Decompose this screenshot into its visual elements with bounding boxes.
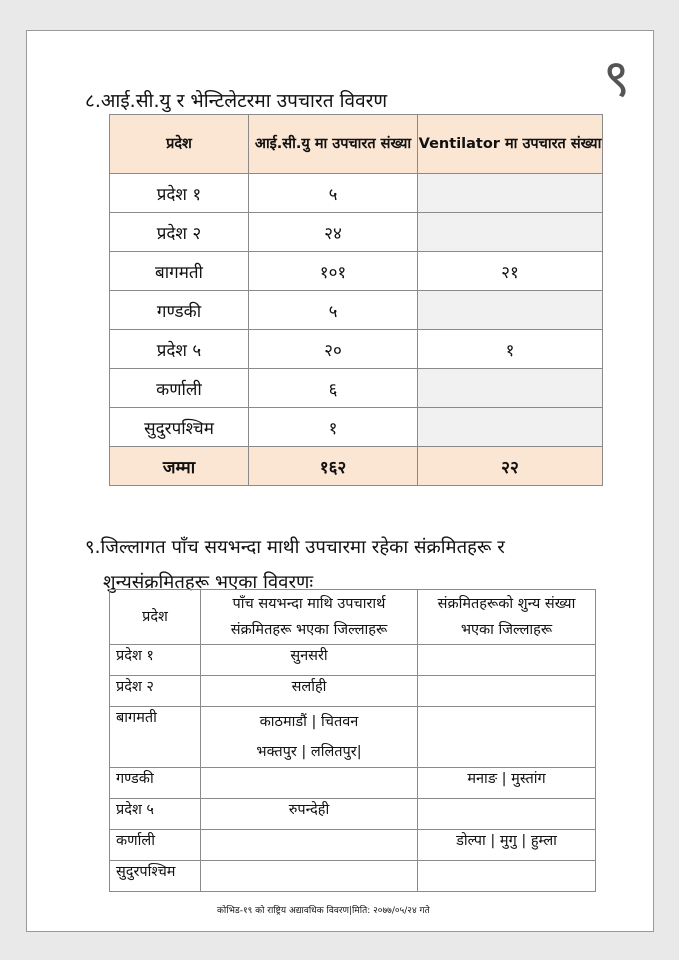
zero-cell bbox=[418, 799, 596, 830]
section-9-title-line1: ९.जिल्लागत पाँच सयभन्दा माथी उपचारमा रहेका संक्रमितहरू र bbox=[85, 537, 505, 558]
header-province: प्रदेश bbox=[110, 115, 249, 174]
zero-cell bbox=[418, 645, 596, 676]
ventilator-cell bbox=[418, 213, 603, 252]
above500-cell: सर्लाही bbox=[201, 676, 418, 707]
table-row bbox=[110, 291, 603, 330]
header-icu: आई.सी.यु मा उपचारत संख्या bbox=[249, 115, 418, 174]
document-page bbox=[26, 30, 654, 932]
table-row bbox=[110, 645, 596, 676]
province-cell: प्रदेश ५ bbox=[110, 799, 201, 830]
header-above500: पाँच सयभन्दा माथि उपचारार्थ संक्रमितहरू भएका जिल्लाहरू bbox=[201, 590, 418, 645]
ventilator-cell bbox=[418, 369, 603, 408]
province-cell: प्रदेश ५ bbox=[110, 330, 249, 369]
icu-cell: २० bbox=[249, 330, 418, 369]
zero-cell: डोल्पा | मुगु | हुम्ला bbox=[418, 830, 596, 861]
table-header-row bbox=[110, 590, 596, 645]
above500-cell bbox=[201, 768, 418, 799]
page-number: ९ bbox=[603, 49, 631, 109]
icu-cell: ५ bbox=[249, 174, 418, 213]
table-row bbox=[110, 369, 603, 408]
province-cell: गण्डकी bbox=[110, 768, 201, 799]
province-cell: कर्णाली bbox=[110, 369, 249, 408]
province-cell: कर्णाली bbox=[110, 830, 201, 861]
province-cell: सुदुरपश्चिम bbox=[110, 861, 201, 892]
province-cell: प्रदेश १ bbox=[110, 174, 249, 213]
icu-cell: २४ bbox=[249, 213, 418, 252]
table-row bbox=[110, 861, 596, 892]
ventilator-cell bbox=[418, 408, 603, 447]
province-cell: बागमती bbox=[110, 252, 249, 291]
province-cell: बागमती bbox=[110, 707, 201, 768]
above500-line2: भक्तपुर | ललितपुर| bbox=[256, 744, 362, 760]
above500-cell bbox=[201, 861, 418, 892]
province-cell: गण्डकी bbox=[110, 291, 249, 330]
icu-cell: ५ bbox=[249, 291, 418, 330]
ventilator-cell bbox=[418, 174, 603, 213]
header-zero: संक्रमितहरूको शुन्य संख्या भएका जिल्लाहरू bbox=[418, 590, 596, 645]
header-ventilator: Ventilator मा उपचारत संख्या bbox=[418, 115, 603, 174]
ventilator-cell: १ bbox=[418, 330, 603, 369]
table-row bbox=[110, 799, 596, 830]
table-row bbox=[110, 252, 603, 291]
icu-ventilator-table bbox=[109, 114, 603, 486]
total-row bbox=[110, 447, 603, 486]
ventilator-cell: २१ bbox=[418, 252, 603, 291]
header-province: प्रदेश bbox=[110, 590, 201, 645]
zero-cell: मनाङ | मुस्तांग bbox=[418, 768, 596, 799]
district-table bbox=[109, 589, 596, 892]
above500-cell: रुपन्देही bbox=[201, 799, 418, 830]
province-cell: सुदुरपश्चिम bbox=[110, 408, 249, 447]
icu-cell: ६ bbox=[249, 369, 418, 408]
table-row bbox=[110, 707, 596, 768]
table-row bbox=[110, 174, 603, 213]
province-cell: प्रदेश २ bbox=[110, 676, 201, 707]
above500-line1: काठमाडौं | चितवन bbox=[259, 714, 359, 730]
table-row bbox=[110, 213, 603, 252]
above500-cell bbox=[201, 830, 418, 861]
total-label: जम्मा bbox=[110, 447, 249, 486]
section-9-title-line2: शुन्यसंक्रमितहरू भएका विवरणः bbox=[103, 572, 314, 593]
table-row bbox=[110, 330, 603, 369]
table-header-row bbox=[110, 115, 603, 174]
above500-cell: सुनसरी bbox=[201, 645, 418, 676]
total-icu: १६२ bbox=[249, 447, 418, 486]
zero-cell bbox=[418, 707, 596, 768]
total-ventilator: २२ bbox=[418, 447, 603, 486]
above500-cell bbox=[201, 707, 418, 768]
table-row bbox=[110, 408, 603, 447]
ventilator-cell bbox=[418, 291, 603, 330]
province-cell: प्रदेश १ bbox=[110, 645, 201, 676]
province-cell: प्रदेश २ bbox=[110, 213, 249, 252]
icu-cell: १०१ bbox=[249, 252, 418, 291]
table-row bbox=[110, 768, 596, 799]
page-footer: कोभिड-१९ को राष्ट्रिय अद्यावधिक विवरण|मिति: २०७७/०५/२४ गते bbox=[217, 906, 430, 916]
section-8-title: ८.आई.सी.यु र भेन्टिलेटरमा उपचारत विवरण bbox=[85, 90, 388, 112]
zero-cell bbox=[418, 676, 596, 707]
table-row bbox=[110, 830, 596, 861]
table-row bbox=[110, 676, 596, 707]
zero-cell bbox=[418, 861, 596, 892]
icu-cell: १ bbox=[249, 408, 418, 447]
